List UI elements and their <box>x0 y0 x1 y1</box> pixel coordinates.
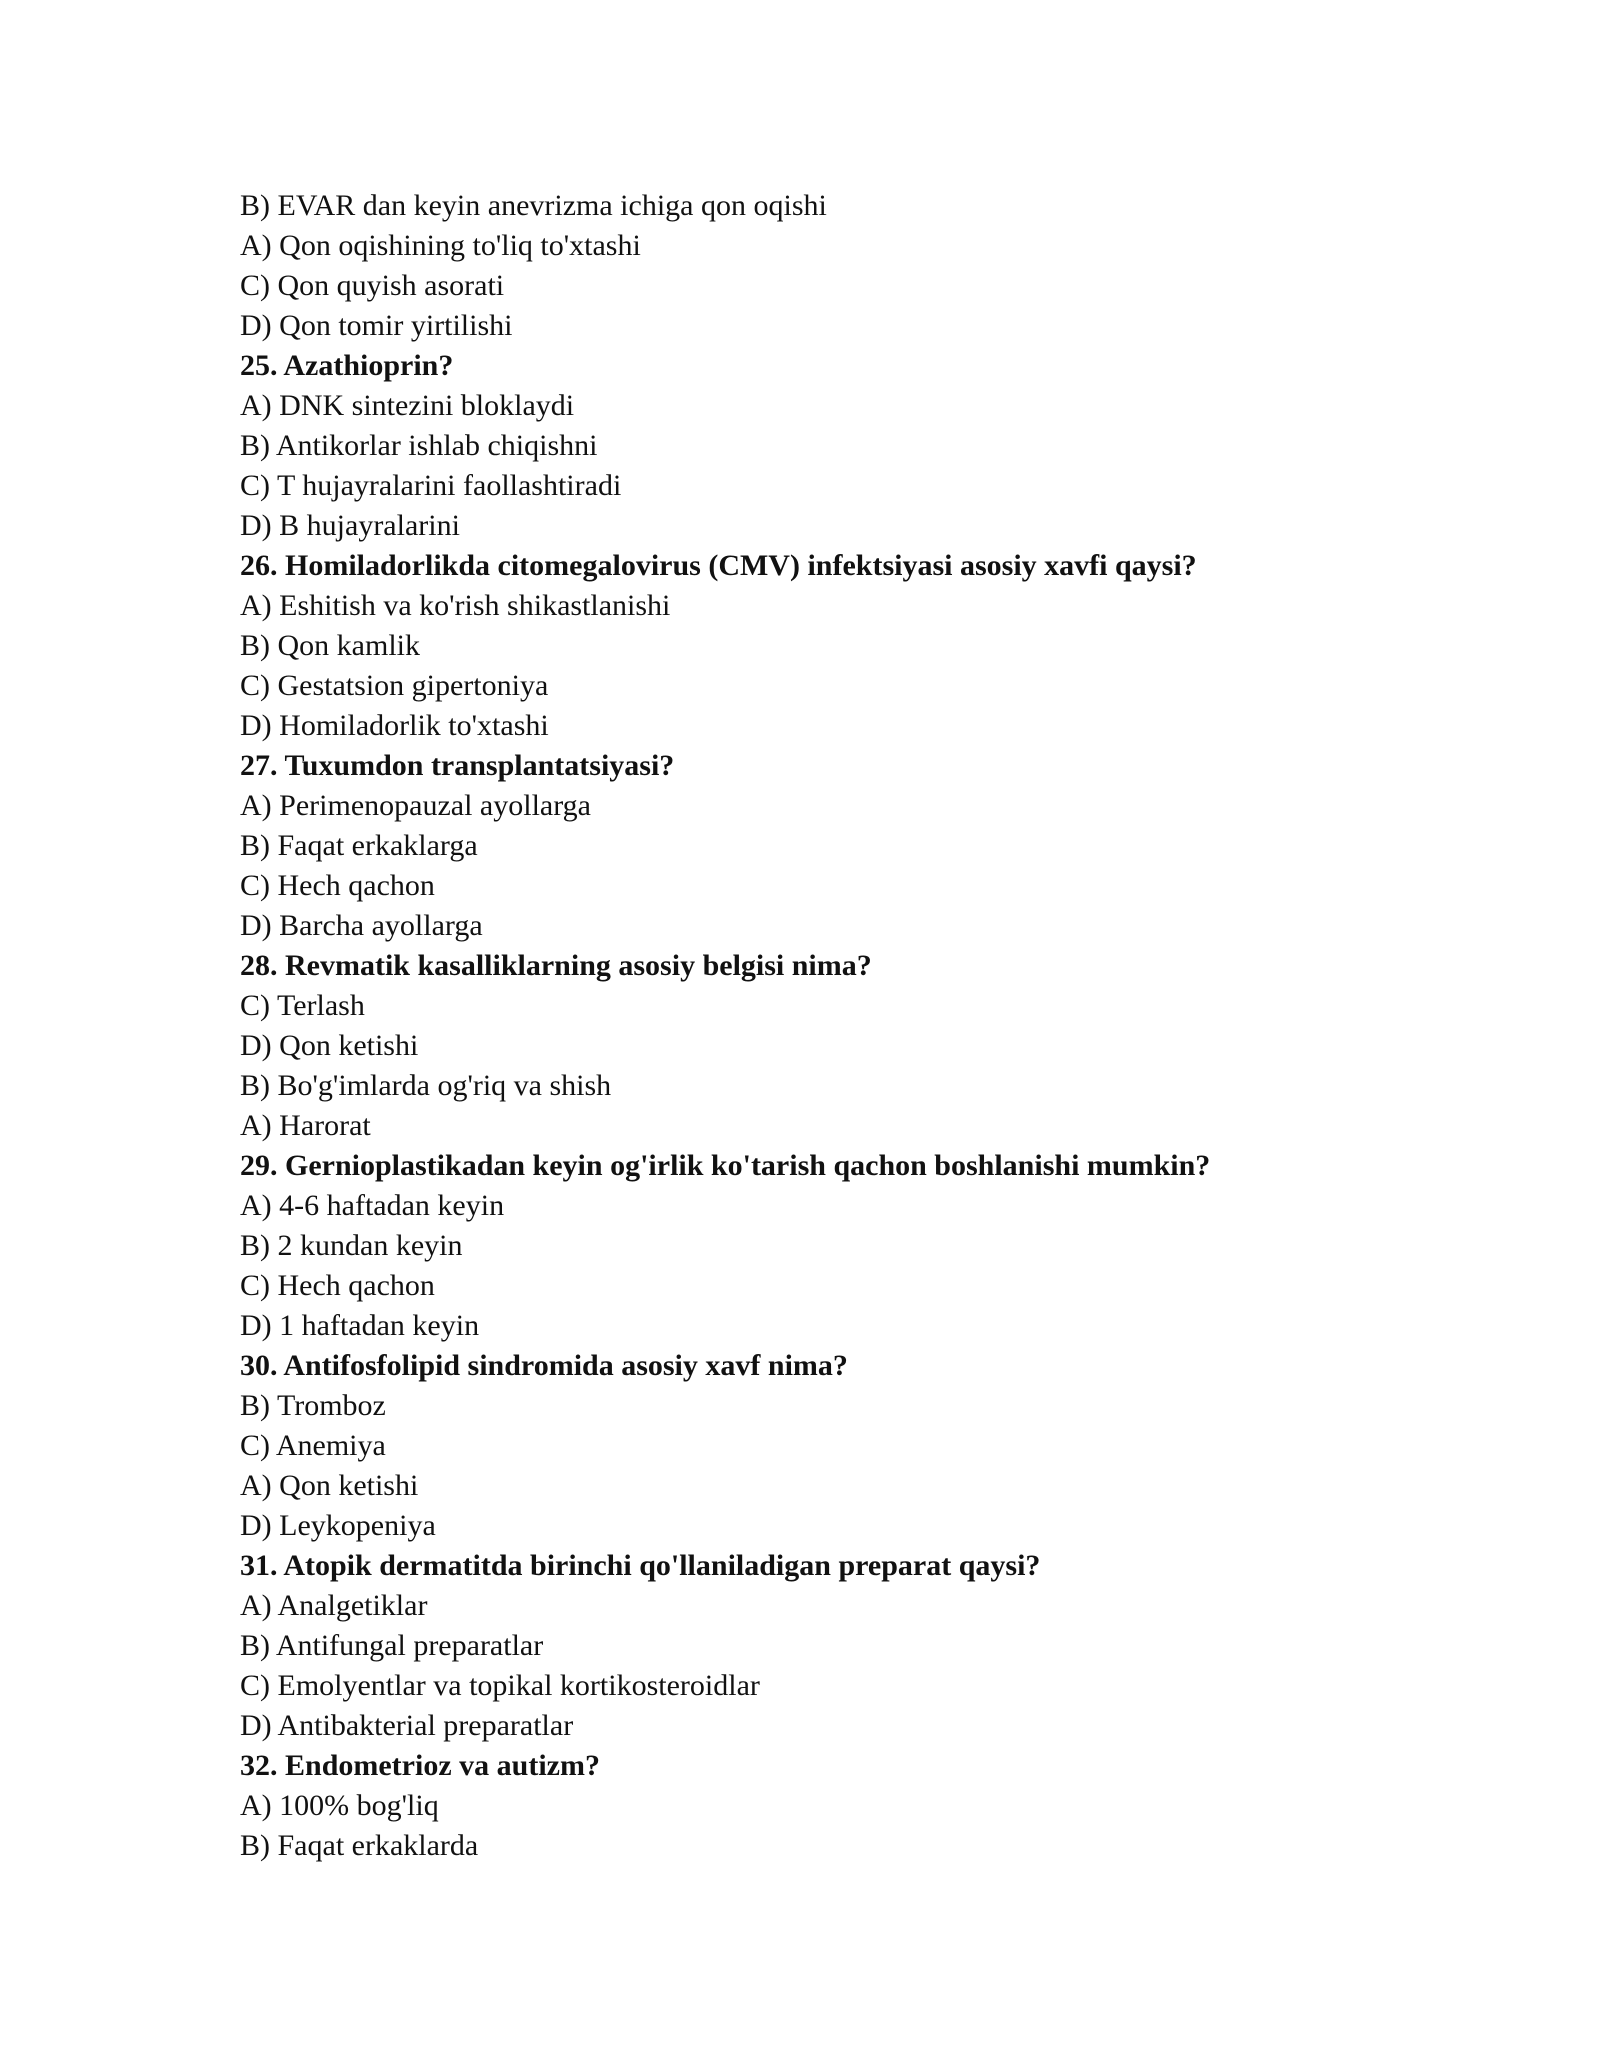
question-heading: 32. Endometrioz va autizm? <box>240 1749 600 1782</box>
answer-option: C) T hujayralarini faollashtiradi <box>240 469 622 502</box>
answer-option: B) Faqat erkaklarda <box>240 1829 479 1862</box>
answer-option: A) 100% bog'liq <box>240 1789 439 1822</box>
answer-option: B) Qon kamlik <box>240 629 420 662</box>
answer-option: C) Hech qachon <box>240 869 435 902</box>
answer-option: C) Terlash <box>240 989 365 1022</box>
question-heading: 27. Tuxumdon transplantatsiyasi? <box>240 749 675 782</box>
answer-option: A) Qon ketishi <box>240 1469 419 1502</box>
answer-option: B) 2 kundan keyin <box>240 1229 463 1262</box>
question-heading: 29. Gernioplastikadan keyin og'irlik ko'tarish qachon boshlanishi mumkin? <box>240 1149 1211 1182</box>
document-body <box>240 186 1440 1866</box>
answer-option: A) Qon oqishining to'liq to'xtashi <box>240 229 641 262</box>
answer-option: C) Hech qachon <box>240 1269 435 1302</box>
answer-option: B) EVAR dan keyin anevrizma ichiga qon oqishi <box>240 189 827 222</box>
answer-option: B) Bo'g'imlarda og'riq va shish <box>240 1069 612 1102</box>
answer-option: D) Qon tomir yirtilishi <box>240 309 513 342</box>
answer-option: B) Tromboz <box>240 1389 386 1422</box>
question-heading: 31. Atopik dermatitda birinchi qo'llaniladigan preparat qaysi? <box>240 1549 1041 1582</box>
answer-option: B) Faqat erkaklarga <box>240 829 478 862</box>
answer-option: D) B hujayralarini <box>240 509 460 542</box>
answer-option: D) Barcha ayollarga <box>240 909 483 942</box>
answer-option: A) Harorat <box>240 1109 371 1142</box>
answer-option: A) DNK sintezini bloklaydi <box>240 389 575 422</box>
answer-option: D) Homiladorlik to'xtashi <box>240 709 549 742</box>
question-heading: 30. Antifosfolipid sindromida asosiy xavf nima? <box>240 1349 848 1382</box>
answer-option: C) Emolyentlar va topikal kortikosteroidlar <box>240 1669 760 1702</box>
answer-option: C) Gestatsion gipertoniya <box>240 669 549 702</box>
answer-option: D) Leykopeniya <box>240 1509 436 1542</box>
answer-option: D) Antibakterial preparatlar <box>240 1709 574 1742</box>
answer-option: A) Analgetiklar <box>240 1589 428 1622</box>
question-heading: 26. Homiladorlikda citomegalovirus (CMV) infektsiyasi asosiy xavfi qaysi? <box>240 549 1197 582</box>
answer-option: B) Antifungal preparatlar <box>240 1629 544 1662</box>
answer-option: A) Eshitish va ko'rish shikastlanishi <box>240 589 671 622</box>
answer-option: C) Qon quyish asorati <box>240 269 505 302</box>
answer-option: A) 4-6 haftadan keyin <box>240 1189 505 1222</box>
answer-option: B) Antikorlar ishlab chiqishni <box>240 429 598 462</box>
answer-option: D) 1 haftadan keyin <box>240 1309 480 1342</box>
answer-option: A) Perimenopauzal ayollarga <box>240 789 591 822</box>
question-heading: 28. Revmatik kasalliklarning asosiy belgisi nima? <box>240 949 872 982</box>
answer-option: C) Anemiya <box>240 1429 386 1462</box>
answer-option: D) Qon ketishi <box>240 1029 419 1062</box>
question-heading: 25. Azathioprin? <box>240 349 454 382</box>
